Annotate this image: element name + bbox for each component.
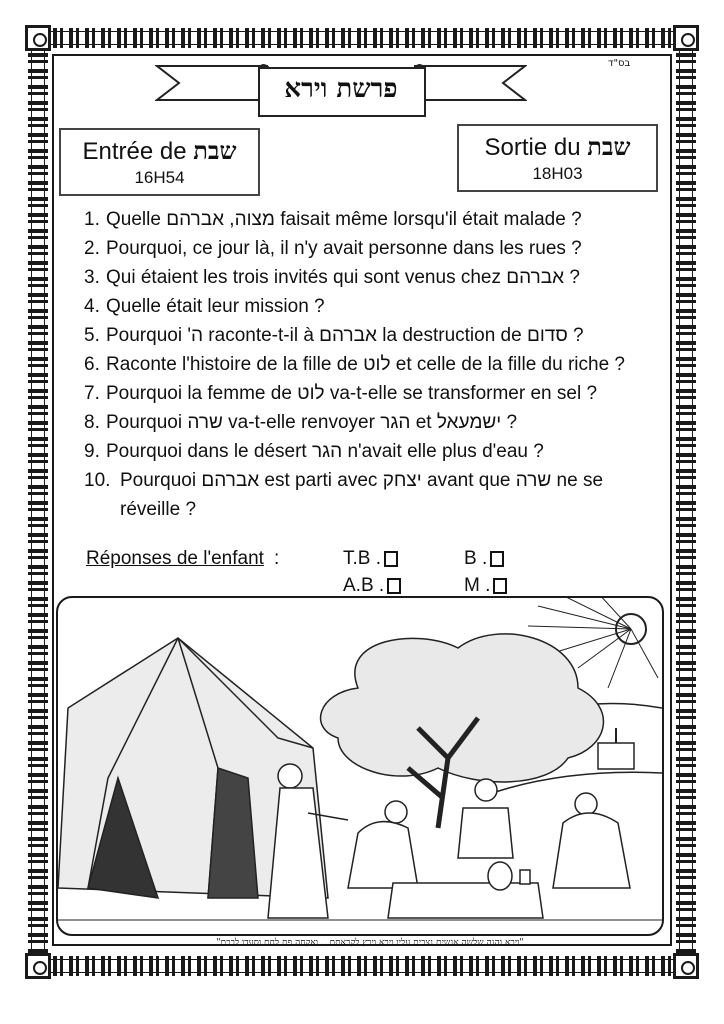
sortie-heb: שבת [587,132,631,161]
answer-option-m[interactable]: M . [464,575,507,597]
question-item: 1. Quelle מצוה, אברהם faisait même lorsqu'il était malade ? [84,209,582,230]
sortie-time: 18H03 [532,164,583,183]
answer-option-ab[interactable]: A.B . [343,575,401,597]
entree-heb: שבת [193,136,237,165]
border-bottom [28,956,696,976]
question-item: 3. Qui étaient les trois invités qui sont venus chez אברהם ? [84,267,580,288]
question-item: 7. Pourquoi la femme de לוט va-t-elle se transformer en sel ? [84,383,598,404]
entree-label: Entrée de [82,138,194,165]
checkbox-icon[interactable] [490,551,504,567]
border-right [676,28,696,976]
answers-colon: : [274,548,280,569]
question-item: 10. Pourquoi אברהם est parti avec יצחק avant que שרה ne se réveille ? [84,470,604,520]
border-left [28,28,48,976]
answer-option-b[interactable]: B . [464,548,504,570]
tent-hospitality-drawing-icon [58,598,662,934]
entree-time: 16H54 [134,168,185,187]
answers-label: Réponses de l'enfant [86,548,264,569]
corner-ornament-top-left [25,25,51,51]
corner-ornament-top-right [673,25,699,51]
bsd-mark: בס"ד [608,58,631,69]
checkbox-icon[interactable] [493,578,507,594]
corner-ornament-bottom-left [25,953,51,979]
tree-icon [321,634,604,828]
question-item: 4. Quelle était leur mission ? [84,296,325,317]
border-top [28,28,696,48]
title-banner [155,60,527,122]
question-item: 5. Pourquoi 'ה raconte-t-il à אברהם la destruction de סדום ? [84,325,584,346]
question-item: 9. Pourquoi dans le désert הגר n'avait elle plus d'eau ? [84,441,544,462]
sortie-shabbat-box [457,124,658,192]
question-item: 2. Pourquoi, ce jour là, il n'y avait personne dans les rues ? [84,238,582,259]
corner-ornament-bottom-right [673,953,699,979]
sortie-label: Sortie du [484,134,588,161]
question-list [84,205,662,524]
well-icon [598,728,634,769]
question-item: 8. Pourquoi שרה va-t-elle renvoyer הגר et ישמעאל ? [84,412,518,433]
question-item: 6. Raconte l'histoire de la fille de לוט et celle de la fille du riche ? [84,354,625,375]
checkbox-icon[interactable] [387,578,401,594]
illustration-caption: "וירא והנה שלשה אנשים נצבים עליו וירא וירץ לקראתם... ואקחה פת לחם וסעדו לבכם" [216,938,524,948]
entree-shabbat-box [59,128,260,196]
answer-option-tb[interactable]: T.B . [343,548,398,570]
story-illustration [56,596,664,936]
checkbox-icon[interactable] [384,551,398,567]
page-title: פרשת וירא [284,74,398,104]
